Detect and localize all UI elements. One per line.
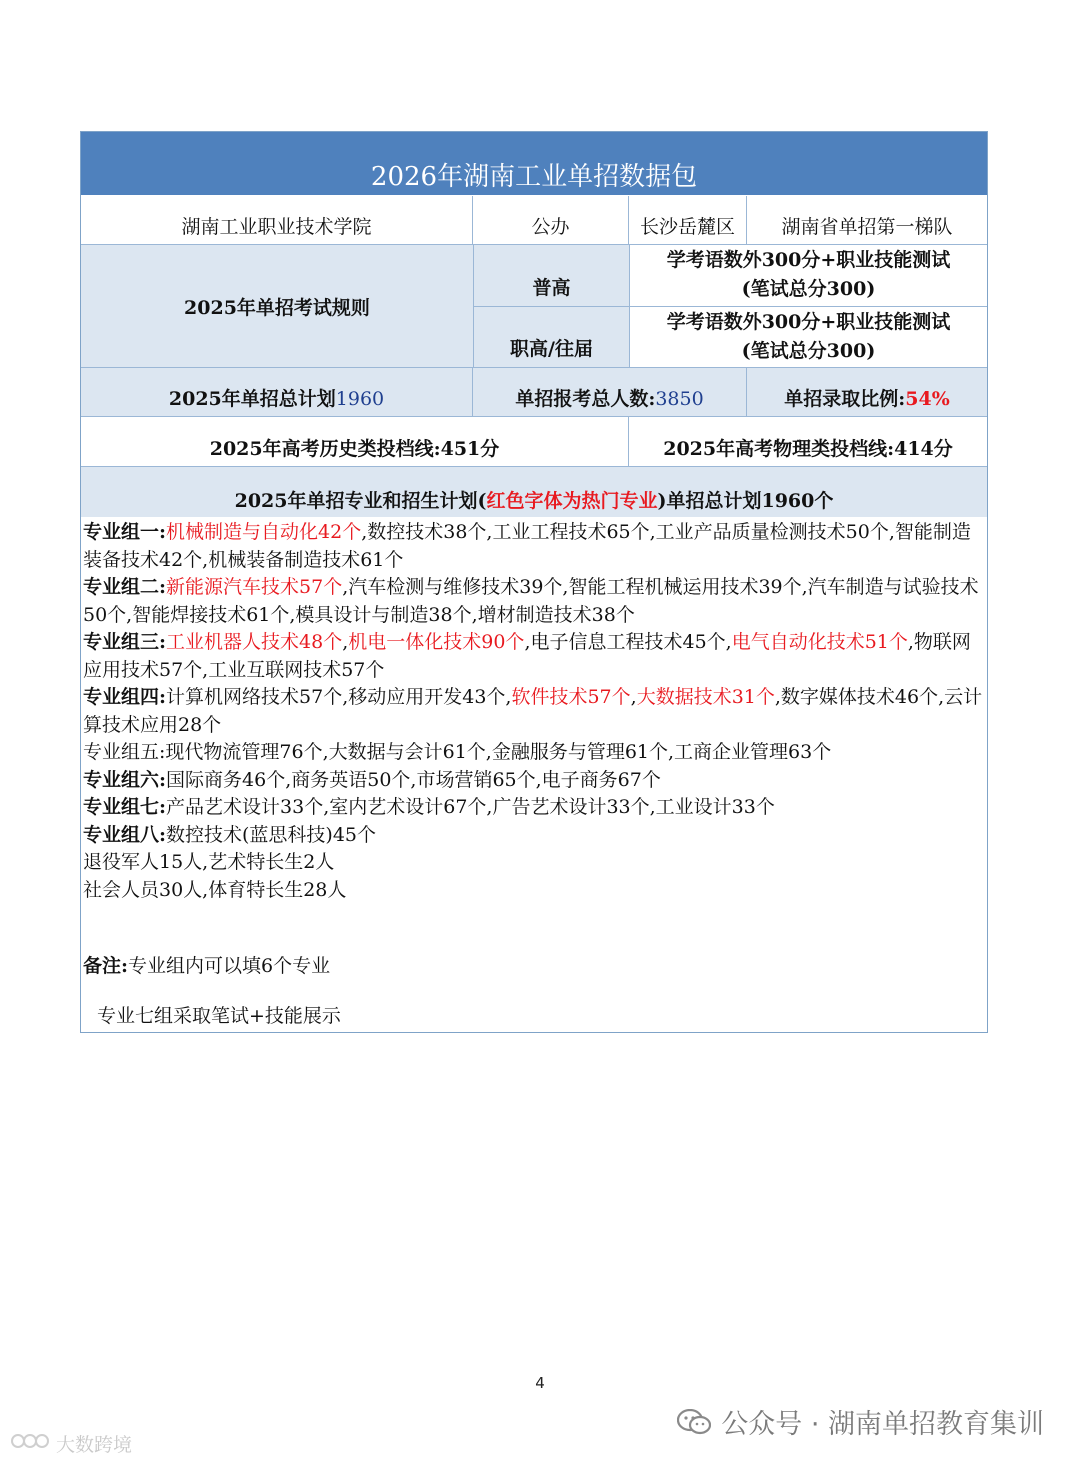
major-group [83, 519, 985, 574]
hot-major: 机电一体化技术90个 [348, 631, 525, 653]
sheet-title: 2026年湖南工业单招数据包 [81, 132, 987, 196]
hot-major: 电气自动化技术51个 [731, 631, 908, 653]
remark-extra: 专业七组采取笔试+技能展示 [97, 1005, 341, 1027]
major-list: , [342, 631, 349, 653]
plan-header-hot: 红色字体为热门专业 [486, 490, 658, 512]
major-group-label: 专业组八: [83, 823, 167, 846]
major-group [83, 684, 985, 739]
brand-icon [10, 1430, 50, 1457]
exam-rules-label: 2025年单招考试规则 [81, 245, 474, 367]
major-list: ,数字媒体技术46个,云计算技术应用28个 [83, 686, 983, 736]
remarks [81, 952, 987, 1032]
applicants-label: 单招报考总人数: [515, 388, 656, 410]
history-cutoff: 2025年高考历史类投档线:451分 [81, 417, 629, 466]
hot-major: 软件技术57个 [511, 686, 631, 708]
major-list: ,汽车检测与维修技术39个,智能工程机械运用技术39个,汽车制造与试验技术50个,智能焊接技术61个,模具设计与制造38个,增材制造技术38个 [83, 576, 979, 626]
major-list: , [630, 686, 637, 708]
plan-header-pre: 2025年单招专业和招生计划( [234, 490, 487, 512]
major-group-label: 专业组二: [83, 576, 167, 598]
major-list: 国际商务46个,商务英语50个,市场营销65个,电子商务67个 [166, 768, 661, 791]
wechat-icon [677, 1409, 711, 1435]
rule-line: 学考语数外300分+职业技能测试 [666, 249, 951, 272]
plan-header [81, 467, 987, 517]
plan-header-post: )单招总计划1960个 [657, 490, 834, 512]
total-plan [81, 368, 473, 416]
major-group [83, 822, 985, 850]
major-group-label: 专业组四: [83, 686, 167, 708]
major-list: 产品艺术设计33个,室内艺术设计67个,广告艺术设计33个,工业设计33个 [166, 796, 775, 818]
hot-major: 机械制造与自动化42个 [166, 521, 362, 543]
corner-brand: 大数跨境 [56, 1434, 133, 1456]
major-list: ,数控技术38个,工业工程技术65个,工业产品质量检测技术50个,智能制造装备技术42个,机械装备制造技术61个 [83, 521, 971, 571]
admission-ratio [747, 368, 987, 416]
major-group-label: 专业组五: [83, 741, 166, 763]
rule-row-vocational [474, 306, 987, 368]
physics-cutoff: 2025年高考物理类投档线:414分 [663, 438, 953, 460]
remark-note [83, 952, 985, 980]
special-quota: 社会人员30人,体育特长生28人 [83, 878, 347, 901]
rule-line: (笔试总分300) [741, 339, 876, 362]
rule-row-general [474, 245, 987, 306]
exam-rules [81, 245, 987, 368]
major-group-label: 专业组三: [83, 631, 167, 653]
major-group [83, 739, 985, 767]
cutoff-row [81, 417, 987, 467]
wechat-watermark [677, 1402, 1044, 1441]
rule-line: 学考语数外300分+职业技能测试 [666, 310, 951, 333]
total-plan-label: 2025年单招总计划 [168, 388, 336, 410]
rule-type: 职高/往届 [474, 307, 630, 368]
school-info-row [81, 196, 987, 245]
major-group-label: 专业组七: [83, 796, 167, 818]
hot-major: 工业机器人技术48个 [166, 631, 343, 653]
major-list: 数控技术(蓝思科技)45个 [166, 823, 377, 846]
major-group [83, 574, 985, 629]
hot-major: 大数据技术31个 [636, 686, 775, 708]
major-list: 现代物流管理76个,大数据与会计61个,金融服务与管理61个,工商企业管理63个 [165, 741, 832, 763]
major-list: ,电子信息工程技术45个, [524, 631, 732, 653]
major-groups [81, 517, 987, 904]
rule-type: 普高 [474, 245, 630, 306]
page-number: 4 [535, 1374, 545, 1392]
applicants-value: 3850 [655, 388, 704, 410]
ratio-label: 单招录取比例: [784, 388, 906, 410]
rule-line: (笔试总分300) [741, 278, 876, 301]
data-sheet [80, 131, 988, 1033]
school-location: 长沙岳麓区 [629, 196, 747, 244]
school-type: 公办 [473, 196, 629, 244]
school-name: 湖南工业职业技术学院 [81, 196, 473, 244]
major-group [83, 629, 985, 684]
total-plan-value: 1960 [335, 388, 385, 410]
rule-text [630, 245, 987, 306]
major-list: ,物联网应用技术57个,工业互联网技术57个 [83, 631, 971, 681]
major-group [83, 767, 985, 795]
stats-row [81, 368, 987, 417]
rule-text [630, 307, 987, 368]
special-quota: 退役军人15人,艺术特长生2人 [83, 851, 335, 873]
corner-watermark [10, 1430, 132, 1457]
major-group-label: 专业组一: [83, 521, 167, 543]
major-group-label: 专业组六: [83, 768, 167, 791]
account-name: 公众号 · 湖南单招教育集训 [721, 1409, 1044, 1440]
major-group [83, 794, 985, 822]
remark-text: 专业组内可以填6个专业 [128, 955, 331, 977]
ratio-value: 54% [905, 388, 950, 410]
hot-major: 新能源汽车技术57个 [166, 576, 343, 598]
school-tier: 湖南省单招第一梯队 [781, 216, 953, 238]
applicants [473, 368, 747, 416]
major-list: 计算机网络技术57个,移动应用开发43个, [166, 686, 512, 708]
remark-label: 备注: [83, 955, 129, 977]
